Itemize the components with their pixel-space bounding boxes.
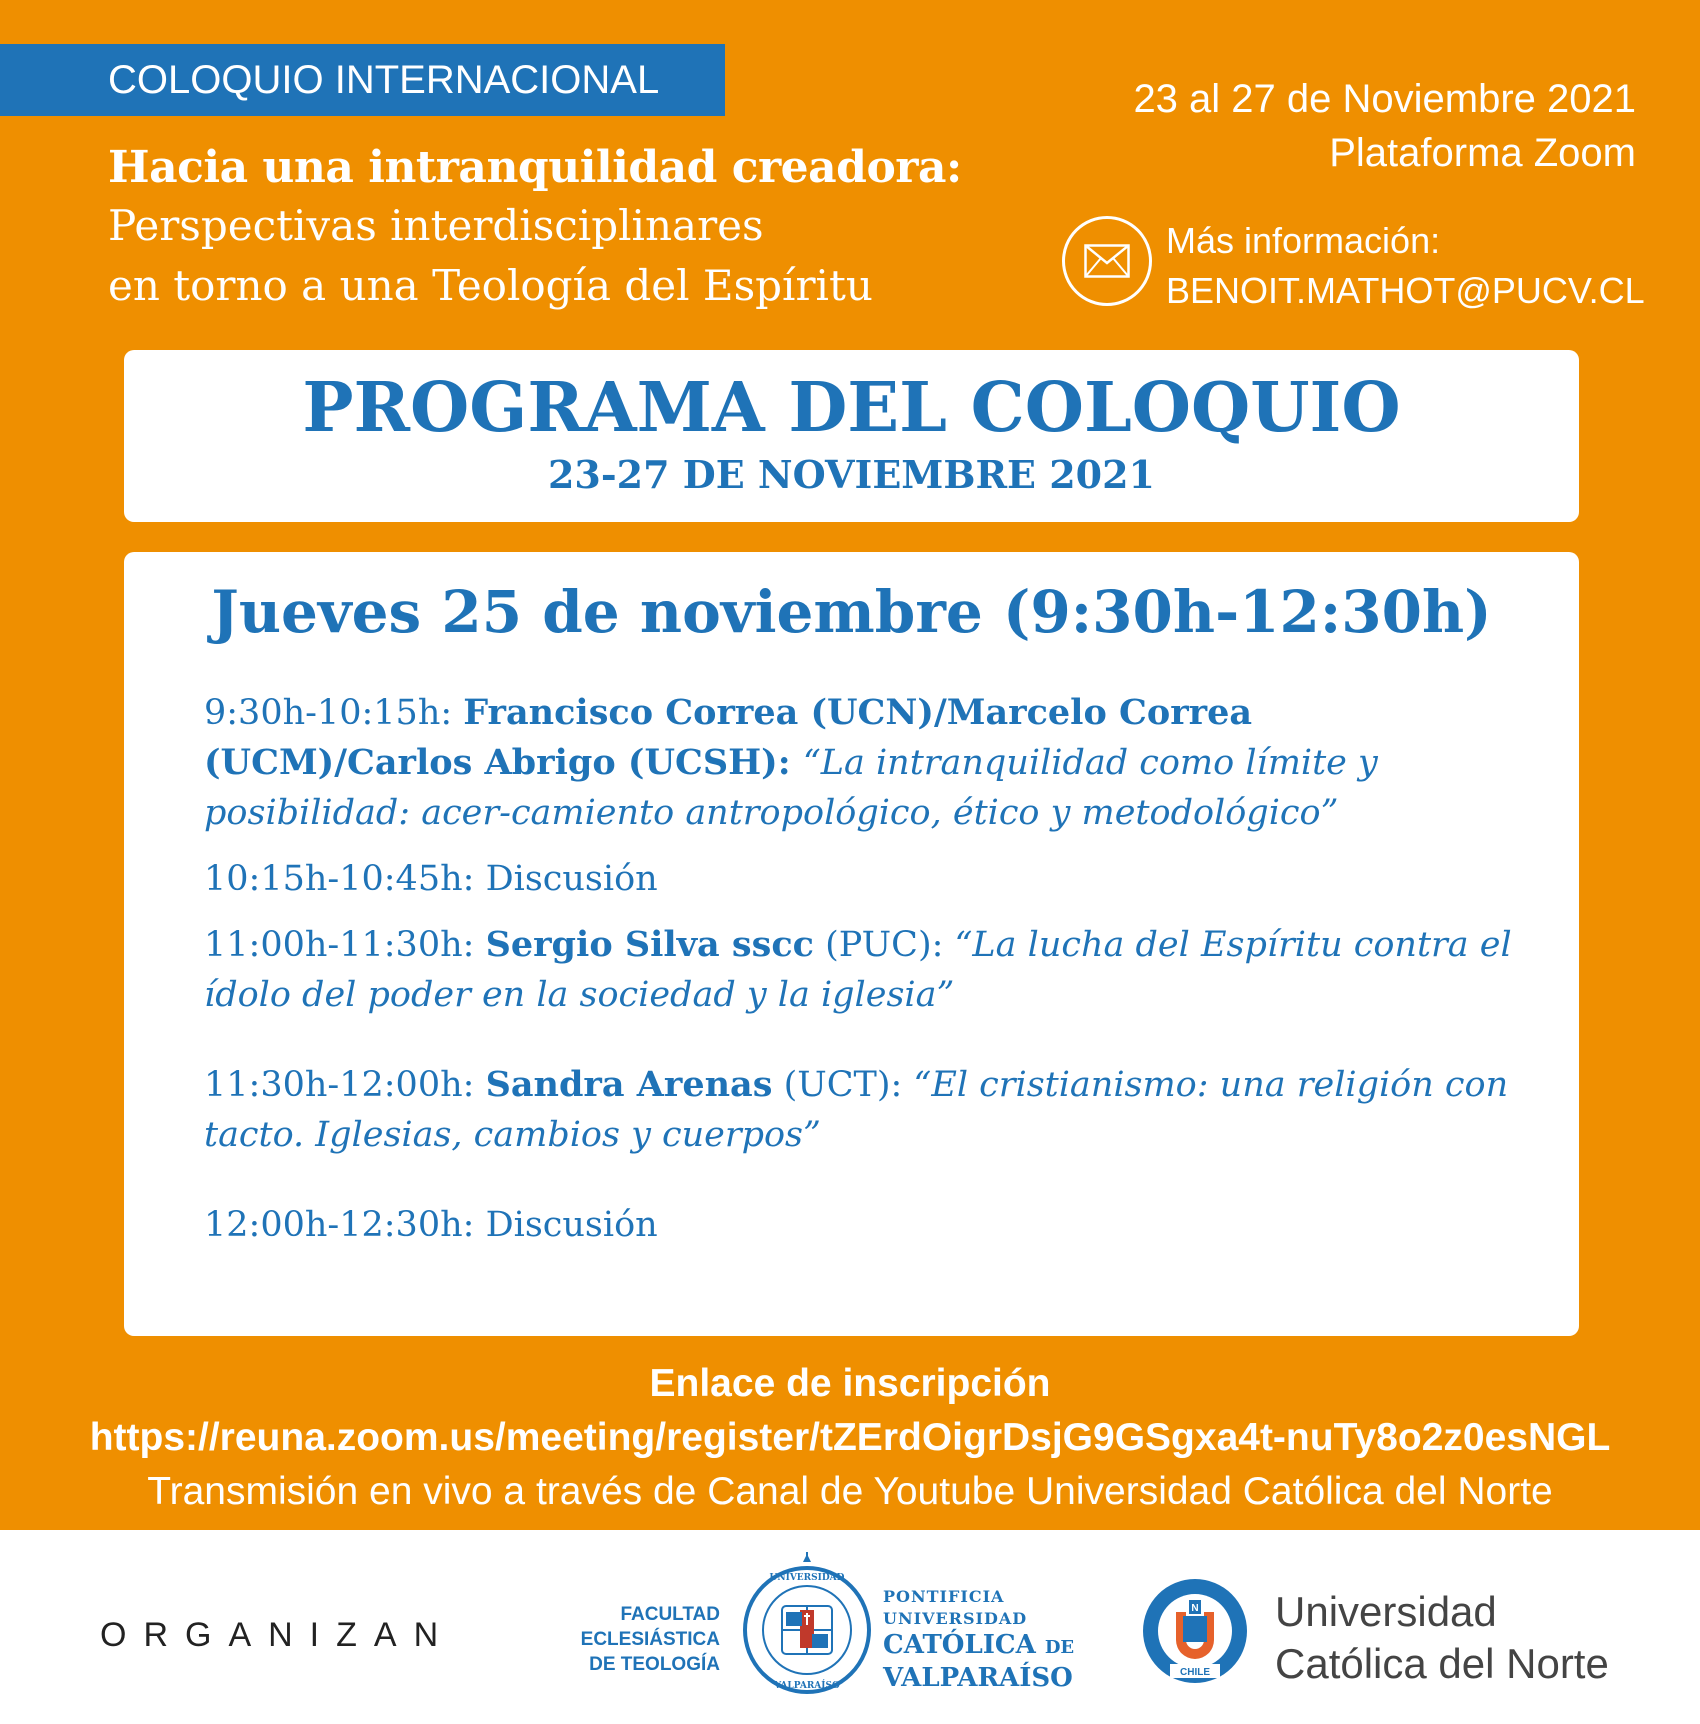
event-title-line1: Hacia una intranquilidad creadora:	[108, 142, 962, 193]
event-details	[1133, 72, 1636, 180]
schedule-item	[204, 1200, 1524, 1250]
svg-text:UNIVERSIDAD: UNIVERSIDAD	[769, 1573, 845, 1583]
schedule-time: 11:00h-11:30h:	[204, 925, 486, 965]
event-platform: Plataforma Zoom	[1329, 131, 1636, 175]
streaming-note: Transmisión en vivo a través de Canal de Youtube Universidad Católica del Norte	[147, 1470, 1553, 1513]
ucn-seal-icon	[1140, 1576, 1250, 1686]
facultad-line: FACULTAD	[620, 1604, 720, 1625]
ucn-logo-text	[1275, 1586, 1609, 1690]
schedule-item	[204, 1060, 1524, 1160]
schedule-speaker: Sandra Arenas	[485, 1064, 773, 1105]
organizers-bar	[0, 1530, 1700, 1724]
schedule-speaker: Sergio Silva sscc	[485, 924, 814, 965]
schedule-affiliation: (PUC):	[813, 925, 955, 965]
event-title	[108, 140, 962, 316]
program-subtitle: 23-27 DE NOVIEMBRE 2021	[547, 452, 1156, 497]
schedule-list	[204, 688, 1524, 1250]
ucn-line: Universidad	[1275, 1588, 1497, 1635]
ucn-line: Católica del Norte	[1275, 1640, 1609, 1687]
pucv-de: DE	[1044, 1637, 1075, 1658]
pucv-line: VALPARAÍSO	[883, 1663, 1073, 1693]
facultad-logo-text	[540, 1602, 720, 1677]
pucv-catolica: CATÓLICA	[883, 1630, 1036, 1660]
schedule-talk-title: “La intranquilidad como límite y posibilidad: acer-camiento antropológico, ético y metodológico”	[204, 743, 1378, 833]
schedule-box	[124, 552, 1579, 1336]
schedule-affiliation: (UCT):	[772, 1065, 914, 1105]
schedule-speaker: Francisco Correa (UCN)/Marcelo Correa (UCM)/Carlos Abrigo (UCSH):	[204, 692, 1253, 783]
schedule-time: 11:30h-12:00h:	[204, 1065, 486, 1105]
event-dates: 23 al 27 de Noviembre 2021	[1133, 77, 1636, 121]
inscription-label: Enlace de inscripción	[649, 1362, 1051, 1405]
schedule-time: 12:00h-12:30h:	[204, 1205, 486, 1245]
schedule-talk-title: “El cristianismo: una religión con tacto. Iglesias, cambios y cuerpos”	[204, 1065, 1509, 1155]
svg-text:VALPARAÍSO: VALPARAÍSO	[774, 1681, 840, 1691]
schedule-talk-title: “La lucha del Espíritu contra el ídolo del poder en la sociedad y la iglesia”	[204, 925, 1512, 1015]
event-title-line2: Perspectivas interdisciplinares	[108, 201, 764, 250]
contact-label: Más información:	[1166, 220, 1441, 261]
svg-text:CHILE: CHILE	[1180, 1667, 1210, 1678]
facultad-line: DE TEOLOGÍA	[589, 1654, 720, 1675]
pucv-line: UNIVERSIDAD	[883, 1609, 1028, 1628]
event-type-tag: COLOQUIO INTERNACIONAL	[0, 44, 725, 116]
schedule-item	[204, 688, 1524, 838]
pucv-seal-icon	[742, 1550, 872, 1700]
contact-email[interactable]: BENOIT.MATHOT@PUCV.CL	[1166, 270, 1645, 311]
schedule-time: 9:30h-10:15h:	[204, 693, 464, 733]
pucv-logo-text	[883, 1586, 1074, 1693]
pucv-line	[883, 1630, 1074, 1663]
schedule-item	[204, 854, 1524, 904]
facultad-line: ECLESIÁSTICA	[580, 1629, 720, 1650]
svg-text:N: N	[1191, 1603, 1199, 1614]
schedule-day-heading: Jueves 25 de noviembre (9:30h-12:30h)	[211, 578, 1492, 646]
schedule-activity: Discusión	[485, 1205, 658, 1245]
schedule-time: 10:15h-10:45h:	[204, 859, 486, 899]
contact-info	[1166, 216, 1645, 316]
program-header-box	[124, 350, 1579, 522]
inscription-link[interactable]: https://reuna.zoom.us/meeting/register/tZErdOigrDsjG9GSgxa4t-nuTy8o2z0esNGL	[89, 1416, 1611, 1459]
schedule-item	[204, 920, 1524, 1020]
schedule-activity: Discusión	[485, 859, 658, 899]
pucv-line: PONTIFICIA	[883, 1587, 1005, 1606]
organizers-label: ORGANIZAN	[100, 1616, 456, 1654]
envelope-icon	[1062, 216, 1152, 306]
event-title-line3: en torno a una Teología del Espíritu	[108, 261, 873, 310]
program-title: PROGRAMA DEL COLOQUIO	[302, 368, 1401, 448]
